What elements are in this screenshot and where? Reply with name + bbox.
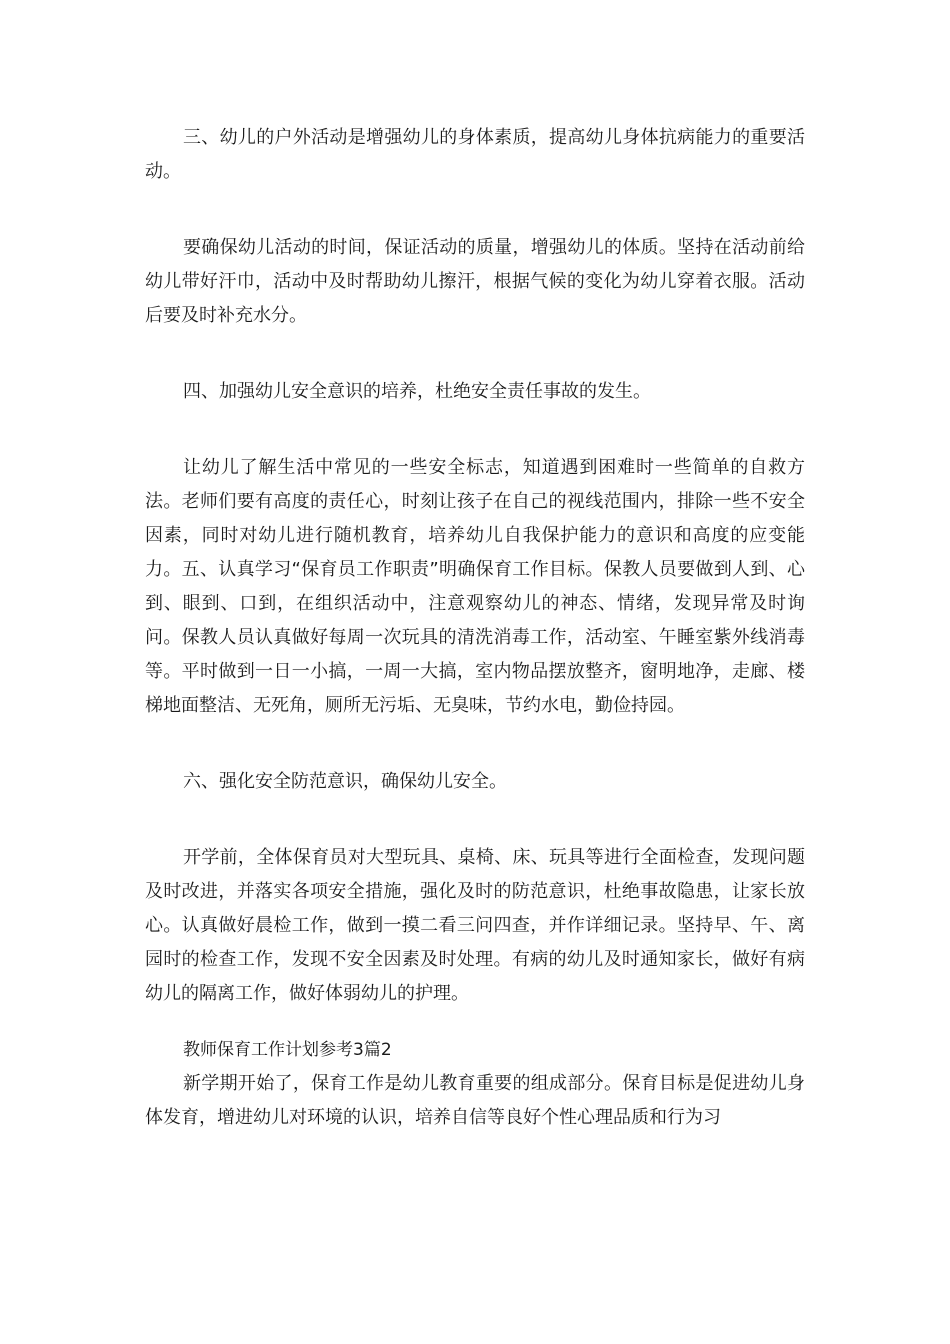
paragraph-safety-awareness-heading: 四、加强幼儿安全意识的培养，杜绝安全责任事故的发生。 (183, 381, 651, 402)
paragraph-pre-semester-check: 开学前，全体保育员对大型玩具、桌椅、床、玩具等进行全面检查，发现问题及时改进，并落实各项安全措施，强化及时的防范意识，杜绝事故隐患，让家长放心。认真做好晨检工作，做到一摸二看三问四查，并作详细记录。坚持早、午、离园时的检查工作，发现不安全因素及时处理。有病的幼儿及时通知家长，做好有病幼儿的隔离工作，做好体弱幼儿的护理。 (145, 847, 805, 1004)
section-title: 教师保育工作计划参考3篇2 (183, 1040, 392, 1060)
paragraph-safety-prevention-heading: 六、强化安全防范意识，确保幼儿安全。 (183, 771, 507, 792)
document-body (145, 121, 805, 1135)
paragraph-activity-time: 要确保幼儿活动的时间，保证活动的质量，增强幼儿的体质。坚持在活动前给幼儿带好汗巾，活动中及时帮助幼儿擦汗，根据气候的变化为幼儿穿着衣服。活动后要及时补充水分。 (145, 237, 805, 326)
paragraph-outdoor-activity: 三、幼儿的户外活动是增强幼儿的身体素质，提高幼儿身体抗病能力的重要活动。 (145, 127, 805, 182)
paragraph-safety-signs: 让幼儿了解生活中常见的一些安全标志，知道遇到困难时一些简单的自救方法。老师们要有高度的责任心，时刻让孩子在自己的视线范围内，排除一些不安全因素，同时对幼儿进行随机教育，培养幼儿自我保护能力的意识和高度的应变能力。五、认真学习“保育员工作职责”明确保育工作目标。保教人员要做到人到、心到、眼到、口到，在组织活动中，注意观察幼儿的神态、情绪，发现异常及时询问。保教人员认真做好每周一次玩具的清洗消毒工作，活动室、午睡室紫外线消毒等。平时做到一日一小搞，一周一大搞，室内物品摆放整齐，窗明地净，走廊、楼梯地面整洁、无死角，厕所无污垢、无臭味，节约水电，勤俭持园。 (145, 457, 805, 716)
paragraph-new-semester: 新学期开始了，保育工作是幼儿教育重要的组成部分。保育目标是促进幼儿身体发育，增进幼儿对环境的认识，培养自信等良好个性心理品质和行为习 (145, 1073, 805, 1128)
